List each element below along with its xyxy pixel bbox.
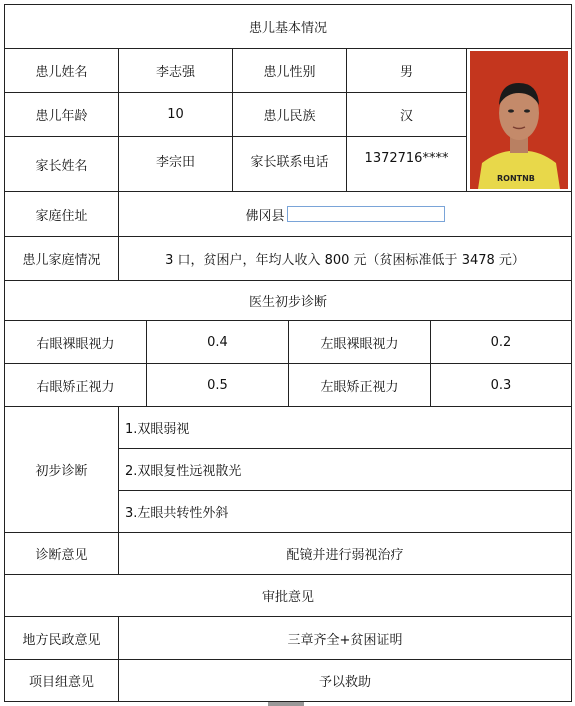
address-input-box[interactable]: [287, 206, 445, 222]
address-value: 佛冈县: [245, 208, 285, 224]
section-doctor-diagnosis: 医生初步诊断: [5, 281, 571, 321]
l-corrected-label: 左眼矫正视力: [289, 364, 431, 407]
section-basic-info: 患儿基本情况: [5, 5, 571, 49]
phone-value: 1372716****: [347, 137, 467, 192]
phone-label: 家长联系电话: [233, 137, 347, 192]
opinion-value: 配镜并进行弱视治疗: [119, 533, 571, 575]
l-corrected-value: 0.3: [431, 364, 571, 407]
name-label: 患儿姓名: [5, 49, 119, 93]
parent-label: 家长姓名: [5, 137, 119, 192]
child-photo: [470, 51, 568, 189]
age-label: 患儿年龄: [5, 93, 119, 137]
l-naked-label: 左眼裸眼视力: [289, 321, 431, 364]
civil-label: 地方民政意见: [5, 617, 119, 660]
diagnosis-item: 3.左眼共转性外斜: [119, 491, 571, 533]
horizontal-scrollbar[interactable]: [268, 702, 304, 706]
r-corrected-label: 右眼矫正视力: [5, 364, 147, 407]
family-value: 3 口，贫困户，年均人收入 800 元（贫困标准低于 3478 元）: [119, 237, 571, 281]
address-label: 家庭住址: [5, 192, 119, 237]
diagnosis-item: 1.双眼弱视: [119, 407, 571, 449]
diagnosis-item: 2.双眼复性远视散光: [119, 449, 571, 491]
r-naked-label: 右眼裸眼视力: [5, 321, 147, 364]
r-corrected-value: 0.5: [147, 364, 289, 407]
l-naked-value: 0.2: [431, 321, 571, 364]
name-value: 李志强: [119, 49, 233, 93]
civil-value: 三章齐全+贫困证明: [119, 617, 571, 660]
address-cell: [119, 192, 571, 237]
family-label: 患儿家庭情况: [5, 237, 119, 281]
gender-value: 男: [347, 49, 467, 93]
r-naked-value: 0.4: [147, 321, 289, 364]
ethnicity-label: 患儿民族: [233, 93, 347, 137]
diagnosis-label: 初步诊断: [5, 407, 119, 533]
project-value: 予以救助: [318, 675, 371, 690]
patient-info-form: [4, 4, 572, 702]
project-label: 项目组意见: [5, 660, 119, 701]
age-value: 10: [119, 93, 233, 137]
section-approval: 审批意见: [5, 575, 571, 617]
parent-value: 李宗田: [119, 137, 233, 192]
child-portrait-image: [470, 51, 568, 189]
photo-cell: [467, 49, 571, 192]
ethnicity-value: 汉: [347, 93, 467, 137]
svg-text:RONTNB: RONTNB: [497, 174, 535, 183]
opinion-label: 诊断意见: [5, 533, 119, 575]
gender-label: 患儿性别: [233, 49, 347, 93]
